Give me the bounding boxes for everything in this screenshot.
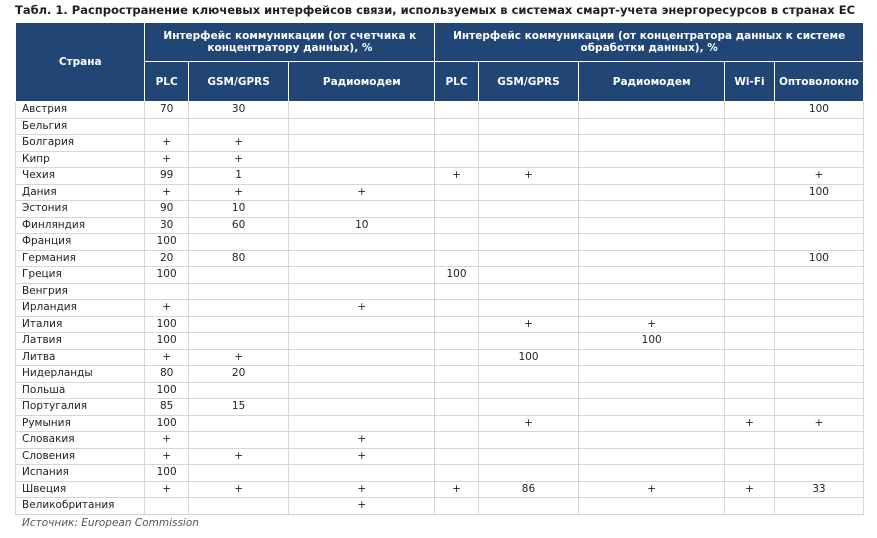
- value-cell: [188, 333, 288, 350]
- value-cell: [725, 448, 775, 465]
- value-cell: [478, 201, 578, 218]
- header-col-fiber: Оптоволокно: [774, 62, 863, 102]
- value-cell: 80: [145, 366, 188, 383]
- value-cell: [725, 432, 775, 449]
- table-row: [16, 283, 864, 300]
- table-caption: Табл. 1. Распространение ключевых интерфейсов связи, используемых в системах смарт-учета энергоресурсов в странах ЕС: [15, 3, 856, 17]
- value-cell: [774, 448, 863, 465]
- country-cell: Нидерланды: [16, 366, 145, 383]
- value-cell: [774, 316, 863, 333]
- value-cell: [579, 366, 725, 383]
- value-cell: [725, 465, 775, 482]
- country-cell: Ирландия: [16, 300, 145, 317]
- value-cell: [774, 333, 863, 350]
- value-cell: [579, 349, 725, 366]
- value-cell: [774, 283, 863, 300]
- value-cell: +: [725, 481, 775, 498]
- value-cell: [478, 399, 578, 416]
- country-cell: Бельгия: [16, 118, 145, 135]
- value-cell: 60: [188, 217, 288, 234]
- value-cell: +: [579, 316, 725, 333]
- value-cell: [774, 465, 863, 482]
- value-cell: [478, 300, 578, 317]
- header-row-groups: [16, 23, 864, 62]
- value-cell: [289, 382, 435, 399]
- value-cell: [725, 234, 775, 251]
- value-cell: +: [774, 168, 863, 185]
- value-cell: [289, 135, 435, 152]
- table-row: [16, 135, 864, 152]
- value-cell: [774, 217, 863, 234]
- value-cell: [289, 316, 435, 333]
- table-row: [16, 415, 864, 432]
- value-cell: 85: [145, 399, 188, 416]
- value-cell: 100: [478, 349, 578, 366]
- country-cell: Швеция: [16, 481, 145, 498]
- country-cell: Португалия: [16, 399, 145, 416]
- country-cell: Великобритания: [16, 498, 145, 515]
- table-row: [16, 366, 864, 383]
- value-cell: [579, 184, 725, 201]
- country-cell: Австрия: [16, 102, 145, 119]
- value-cell: +: [289, 498, 435, 515]
- value-cell: [774, 498, 863, 515]
- value-cell: +: [289, 184, 435, 201]
- value-cell: [774, 300, 863, 317]
- country-cell: Словакия: [16, 432, 145, 449]
- country-cell: Италия: [16, 316, 145, 333]
- value-cell: [579, 102, 725, 119]
- value-cell: [774, 399, 863, 416]
- value-cell: +: [289, 448, 435, 465]
- value-cell: 100: [145, 415, 188, 432]
- value-cell: [145, 283, 188, 300]
- value-cell: [579, 151, 725, 168]
- value-cell: [725, 333, 775, 350]
- value-cell: +: [188, 184, 288, 201]
- value-cell: [579, 118, 725, 135]
- value-cell: 1: [188, 168, 288, 185]
- value-cell: [579, 283, 725, 300]
- value-cell: [579, 300, 725, 317]
- value-cell: [188, 415, 288, 432]
- value-cell: [725, 151, 775, 168]
- value-cell: +: [145, 300, 188, 317]
- value-cell: +: [289, 432, 435, 449]
- value-cell: [188, 382, 288, 399]
- value-cell: [478, 267, 578, 284]
- value-cell: [579, 217, 725, 234]
- value-cell: [289, 399, 435, 416]
- value-cell: +: [145, 481, 188, 498]
- value-cell: [289, 283, 435, 300]
- table-row: [16, 168, 864, 185]
- value-cell: 100: [145, 465, 188, 482]
- value-cell: [725, 201, 775, 218]
- value-cell: [289, 333, 435, 350]
- value-cell: +: [188, 135, 288, 152]
- value-cell: [435, 465, 478, 482]
- value-cell: [145, 498, 188, 515]
- country-cell: Латвия: [16, 333, 145, 350]
- header-col-radiomodem: Радиомодем: [579, 62, 725, 102]
- table-row: [16, 300, 864, 317]
- value-cell: [725, 102, 775, 119]
- value-cell: [289, 465, 435, 482]
- value-cell: [435, 316, 478, 333]
- table-row: [16, 333, 864, 350]
- value-cell: [478, 366, 578, 383]
- value-cell: 100: [774, 250, 863, 267]
- header-col-radiomodem: Радиомодем: [289, 62, 435, 102]
- source-note: Источник: European Commission: [22, 517, 199, 529]
- value-cell: [579, 448, 725, 465]
- country-cell: Германия: [16, 250, 145, 267]
- value-cell: [725, 399, 775, 416]
- value-cell: 100: [145, 333, 188, 350]
- value-cell: [435, 498, 478, 515]
- value-cell: [435, 399, 478, 416]
- value-cell: 86: [478, 481, 578, 498]
- value-cell: [435, 184, 478, 201]
- value-cell: [579, 399, 725, 416]
- value-cell: +: [579, 481, 725, 498]
- value-cell: +: [289, 300, 435, 317]
- value-cell: [188, 316, 288, 333]
- value-cell: [289, 349, 435, 366]
- value-cell: 100: [435, 267, 478, 284]
- value-cell: 70: [145, 102, 188, 119]
- value-cell: [725, 366, 775, 383]
- value-cell: +: [145, 184, 188, 201]
- country-cell: Дания: [16, 184, 145, 201]
- value-cell: [435, 135, 478, 152]
- table-row: [16, 102, 864, 119]
- country-cell: Польша: [16, 382, 145, 399]
- value-cell: [478, 333, 578, 350]
- value-cell: [435, 349, 478, 366]
- value-cell: [478, 118, 578, 135]
- value-cell: [435, 432, 478, 449]
- value-cell: [774, 382, 863, 399]
- value-cell: [188, 267, 288, 284]
- value-cell: [435, 300, 478, 317]
- value-cell: [188, 234, 288, 251]
- value-cell: [725, 217, 775, 234]
- value-cell: [725, 135, 775, 152]
- value-cell: 100: [774, 184, 863, 201]
- value-cell: +: [478, 415, 578, 432]
- value-cell: [435, 118, 478, 135]
- value-cell: +: [289, 481, 435, 498]
- value-cell: 20: [145, 250, 188, 267]
- value-cell: [725, 184, 775, 201]
- value-cell: [725, 283, 775, 300]
- value-cell: [289, 151, 435, 168]
- value-cell: 90: [145, 201, 188, 218]
- value-cell: [478, 250, 578, 267]
- value-cell: [579, 432, 725, 449]
- value-cell: +: [145, 432, 188, 449]
- value-cell: [774, 349, 863, 366]
- value-cell: [579, 168, 725, 185]
- value-cell: [725, 250, 775, 267]
- value-cell: [188, 118, 288, 135]
- country-cell: Кипр: [16, 151, 145, 168]
- country-cell: Испания: [16, 465, 145, 482]
- value-cell: 100: [145, 316, 188, 333]
- value-cell: [289, 250, 435, 267]
- value-cell: [579, 135, 725, 152]
- header-group-concentrator-to-system: Интерфейс коммуникации (от концентратора данных к системе обработки данных), %: [435, 23, 864, 62]
- value-cell: [478, 498, 578, 515]
- value-cell: [435, 366, 478, 383]
- country-cell: Финляндия: [16, 217, 145, 234]
- value-cell: [725, 316, 775, 333]
- table-row: [16, 201, 864, 218]
- value-cell: +: [145, 448, 188, 465]
- value-cell: [478, 465, 578, 482]
- header-col-gsm-gprs: GSM/GPRS: [478, 62, 578, 102]
- value-cell: [579, 465, 725, 482]
- table-row: [16, 234, 864, 251]
- value-cell: [289, 168, 435, 185]
- header-col-plc: PLC: [145, 62, 188, 102]
- value-cell: [774, 267, 863, 284]
- value-cell: +: [188, 448, 288, 465]
- value-cell: 15: [188, 399, 288, 416]
- value-cell: [478, 102, 578, 119]
- value-cell: [725, 267, 775, 284]
- table-row: [16, 118, 864, 135]
- value-cell: [774, 234, 863, 251]
- value-cell: 80: [188, 250, 288, 267]
- table-body: [16, 102, 864, 515]
- value-cell: [579, 267, 725, 284]
- value-cell: +: [478, 168, 578, 185]
- smart-metering-table: [15, 22, 864, 515]
- value-cell: +: [145, 151, 188, 168]
- value-cell: 99: [145, 168, 188, 185]
- value-cell: [289, 234, 435, 251]
- value-cell: [579, 234, 725, 251]
- value-cell: [478, 184, 578, 201]
- value-cell: [435, 151, 478, 168]
- value-cell: +: [188, 151, 288, 168]
- value-cell: [478, 448, 578, 465]
- country-cell: Литва: [16, 349, 145, 366]
- value-cell: [478, 217, 578, 234]
- value-cell: [478, 234, 578, 251]
- value-cell: [774, 118, 863, 135]
- value-cell: +: [478, 316, 578, 333]
- value-cell: 100: [579, 333, 725, 350]
- value-cell: [435, 283, 478, 300]
- country-cell: Эстония: [16, 201, 145, 218]
- value-cell: [188, 498, 288, 515]
- value-cell: [188, 465, 288, 482]
- value-cell: [145, 118, 188, 135]
- table-row: [16, 217, 864, 234]
- value-cell: [774, 151, 863, 168]
- value-cell: [478, 382, 578, 399]
- table-row: [16, 432, 864, 449]
- value-cell: +: [725, 415, 775, 432]
- value-cell: [774, 432, 863, 449]
- value-cell: [435, 382, 478, 399]
- header-col-gsm-gprs: GSM/GPRS: [188, 62, 288, 102]
- table-row: [16, 316, 864, 333]
- country-cell: Словения: [16, 448, 145, 465]
- table-row: [16, 498, 864, 515]
- header-group-meter-to-concentrator: Интерфейс коммуникации (от счетчика к концентратору данных), %: [145, 23, 435, 62]
- table-row: [16, 382, 864, 399]
- value-cell: [725, 498, 775, 515]
- value-cell: [188, 283, 288, 300]
- header-country: Страна: [16, 23, 145, 102]
- table-row: [16, 465, 864, 482]
- value-cell: 20: [188, 366, 288, 383]
- value-cell: [725, 349, 775, 366]
- value-cell: 100: [145, 234, 188, 251]
- value-cell: [478, 432, 578, 449]
- value-cell: +: [188, 349, 288, 366]
- country-cell: Франция: [16, 234, 145, 251]
- value-cell: [289, 201, 435, 218]
- value-cell: [435, 102, 478, 119]
- value-cell: [435, 217, 478, 234]
- value-cell: [289, 267, 435, 284]
- country-cell: Румыния: [16, 415, 145, 432]
- value-cell: [435, 448, 478, 465]
- value-cell: 100: [774, 102, 863, 119]
- value-cell: [188, 300, 288, 317]
- table-row: [16, 349, 864, 366]
- value-cell: 33: [774, 481, 863, 498]
- table-row: [16, 250, 864, 267]
- value-cell: 30: [145, 217, 188, 234]
- value-cell: [774, 366, 863, 383]
- table-row: [16, 151, 864, 168]
- value-cell: 10: [188, 201, 288, 218]
- value-cell: [579, 382, 725, 399]
- value-cell: [774, 201, 863, 218]
- value-cell: [435, 201, 478, 218]
- value-cell: [725, 168, 775, 185]
- value-cell: 30: [188, 102, 288, 119]
- value-cell: +: [435, 168, 478, 185]
- table-row: [16, 399, 864, 416]
- value-cell: [725, 300, 775, 317]
- value-cell: [478, 151, 578, 168]
- table-row: [16, 448, 864, 465]
- value-cell: [289, 102, 435, 119]
- value-cell: 100: [145, 267, 188, 284]
- table-row: [16, 267, 864, 284]
- country-cell: Венгрия: [16, 283, 145, 300]
- value-cell: [579, 415, 725, 432]
- value-cell: [478, 135, 578, 152]
- value-cell: 10: [289, 217, 435, 234]
- value-cell: [579, 201, 725, 218]
- value-cell: [579, 250, 725, 267]
- value-cell: +: [145, 349, 188, 366]
- value-cell: [478, 283, 578, 300]
- country-cell: Болгария: [16, 135, 145, 152]
- value-cell: [435, 415, 478, 432]
- value-cell: [289, 366, 435, 383]
- country-cell: Чехия: [16, 168, 145, 185]
- value-cell: [435, 333, 478, 350]
- value-cell: [435, 234, 478, 251]
- value-cell: [289, 118, 435, 135]
- value-cell: +: [774, 415, 863, 432]
- header-col-plc: PLC: [435, 62, 478, 102]
- value-cell: [289, 415, 435, 432]
- value-cell: [774, 135, 863, 152]
- value-cell: +: [435, 481, 478, 498]
- value-cell: [435, 250, 478, 267]
- value-cell: [725, 382, 775, 399]
- table-row: [16, 184, 864, 201]
- header-col-wifi: Wi-Fi: [725, 62, 775, 102]
- country-cell: Греция: [16, 267, 145, 284]
- value-cell: [579, 498, 725, 515]
- value-cell: [725, 118, 775, 135]
- value-cell: 100: [145, 382, 188, 399]
- table-row: [16, 481, 864, 498]
- value-cell: +: [188, 481, 288, 498]
- value-cell: [188, 432, 288, 449]
- value-cell: +: [145, 135, 188, 152]
